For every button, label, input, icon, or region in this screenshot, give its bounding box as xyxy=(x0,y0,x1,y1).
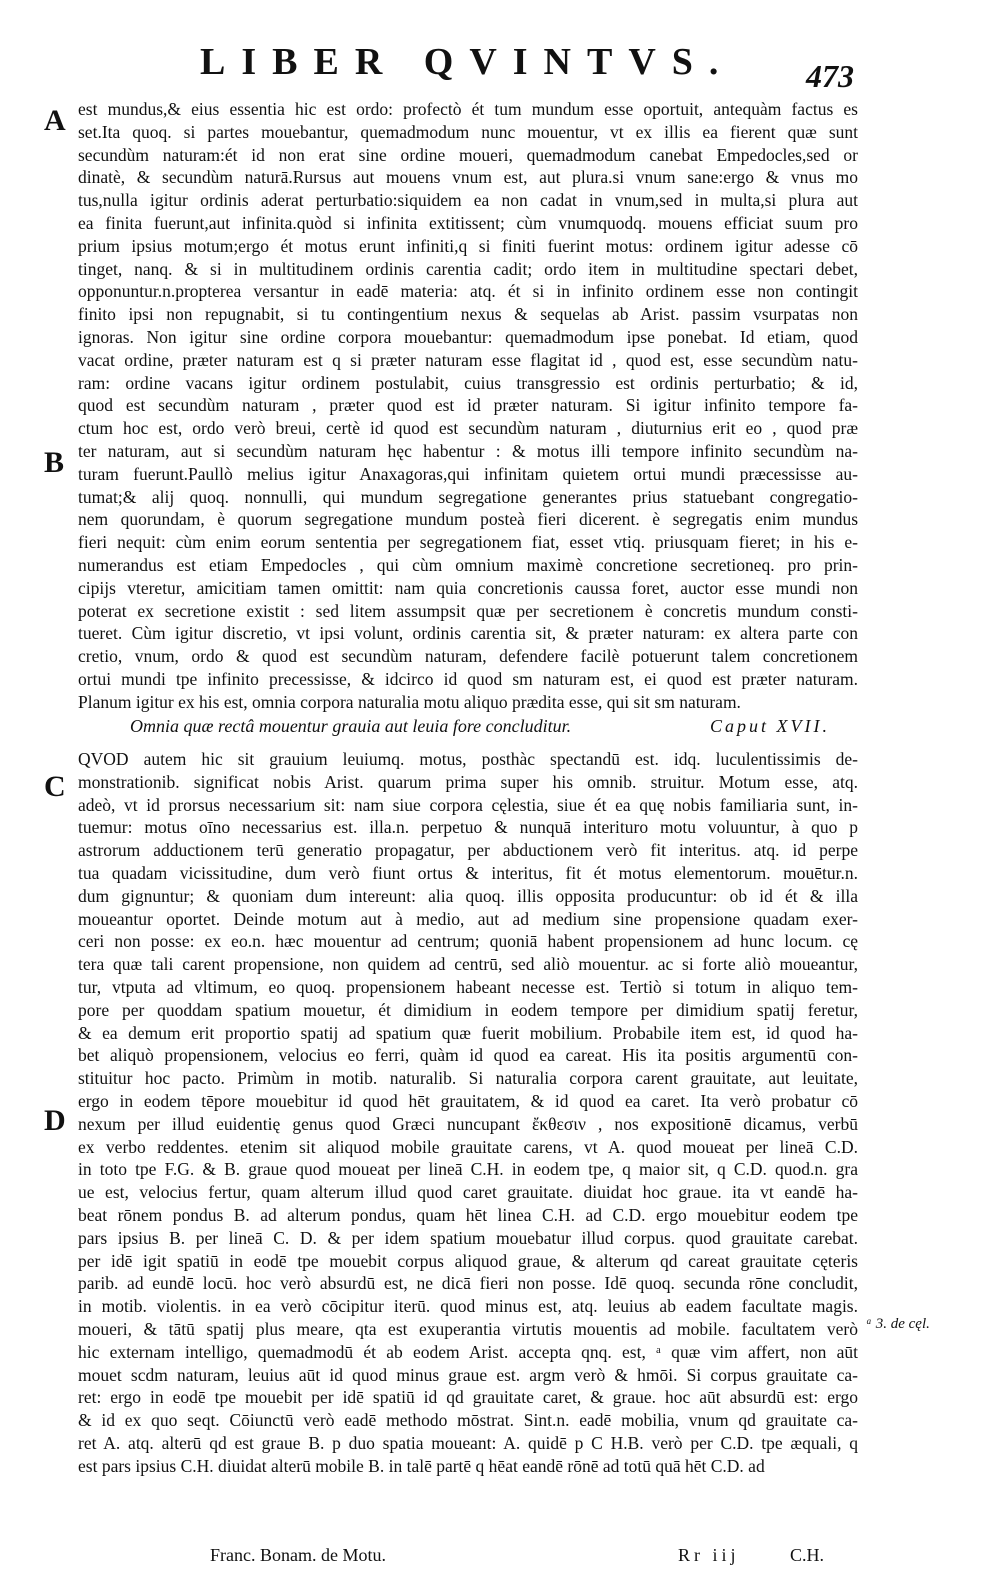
text-line: mouet scdm naturam, leuius aūt id quod minus graue est. argm verò & hmōi. Si corpus grauitate ca- xyxy=(78,1364,858,1385)
text-line: adeò, vt id prorsus necessarium sit: nam siue corpora cęlestia, siue ét ea quę nobis familiaria sunt, in- xyxy=(78,794,858,815)
text-line: & ea demum erit proportio spatij ad spatium quæ fuerit mobilium. Probabile item est, id quod ha- xyxy=(78,1022,858,1043)
text-line: tus,nulla igitur ordinis aderat perturbatio:siquidem ea non cadat in vnum,sed in multa,si plura aut xyxy=(78,190,858,211)
text-line: & id ex quo seqt. Cōiunctū verò eadē methodo mōstrat. Sint.n. eadē mobilia, vnum qd grauitate ca- xyxy=(78,1410,858,1431)
text-line: in motib. violentis. in ea verò cōcipitur iterū. quod minus est, atq. leuius ab eadem facultate magis. xyxy=(78,1296,858,1317)
running-head: LIBER QVINTVS. xyxy=(200,41,735,83)
text-line: tinget, nanq. & si in multitudinem ordinis carentia cadit; ordo item in multitudine spectari debet, xyxy=(78,258,858,279)
text-line: ue est, velocius fertur, quam alterum illud quod caret grauitate. diuidat hoc graue. ita vt eandē ha- xyxy=(78,1182,858,1203)
text-line: cipijs vteretur, amicitiam tamen omittit: nam quia concretionis caussa foret, auctor esse mundi non xyxy=(78,577,858,598)
text-line: secundùm naturam:ét id non erat sine ordine moueri, quemadmodum canebat Empedocles,sed or xyxy=(78,144,858,165)
page-number: 473 xyxy=(806,58,854,94)
text-line: opponuntur.n.propterea versantur in eadē materia: atq. ét si in infinito ordinem esse non contingit xyxy=(78,281,858,302)
text-line: numerandus est etiam Empedocles , qui cùm omnium maximè concretione secretioneq. pro prin- xyxy=(78,554,858,575)
text-line: parib. ad eundē locū. hoc verò absurdū est, ne dicā fieri non posse. Idē quoq. secunda rōne concludit, xyxy=(78,1273,858,1294)
text-line: cretio, vnum, ordo & quod est secundùm naturam, defendere facilè potuerunt talem concretionem xyxy=(78,646,858,667)
text-line: ceri non posse: ex eo.n. hæc mouentur ad centrum; quoniā habent propensionem ad hunc locum. cę xyxy=(78,931,858,952)
text-line: in toto tpe F.G. & B. graue quod moueat per lineā C.H. in eodem tpe, q maior sit, q C.D. quod.n. gra xyxy=(78,1159,858,1180)
side-note: ᵃ 3. de cęl. xyxy=(866,1316,930,1332)
chapter-heading xyxy=(130,716,830,737)
text-line: pore per quoddam spatium mouetur, ét dimidium in eodem tempore per dimidium spatij feretur, xyxy=(78,999,858,1020)
text-line: set.Ita quoq. si partes mouebantur, quemadmodum nunc mouentur, vt ex illis ea fierent quæ sunt xyxy=(78,121,858,142)
text-line: ignoras. Non igitur sine ordine corpora mouebantur: quemadmodum ipse ponebat. Id etiam, quod xyxy=(78,326,858,347)
text-line: finito ipsi non repugnabit, si tu contingentium nexus & sequelas ab Arist. passim vsurpatas non xyxy=(78,304,858,325)
text-line: stituitur hoc pacto. Primùm in motib. naturalib. Si naturalia corpora carent grauitate, aut leuitate, xyxy=(78,1068,858,1089)
text-line: monstrationib. significat nobis Arist. quarum prima super his omnib. struitur. Motum esse, atq. xyxy=(78,771,858,792)
text-line: tera quæ tali carent propensione, non quidem ad centrū, sed aliò mouentur. ac si forte aliò moueantur, xyxy=(78,954,858,975)
text-line: ctum hoc est, ordo verò breui, certè id quod est secundùm naturam , diuturnius erit eo , quod præ xyxy=(78,418,858,439)
text-line: moueri, & tātū spatij plus meare, qta est exuperantia virtutis mouentis ad mobile. facultatem verò xyxy=(78,1318,858,1339)
text-line: hic externam intelligo, quemadmodū ét ab eodem Arist. accepta qnq. est, ᵃ quæ vim affert, non aūt xyxy=(78,1341,858,1362)
signature-mark: Rr iij xyxy=(678,1545,740,1565)
main-text-block xyxy=(78,98,858,714)
text-line: tur, vtputa ad vltimum, eo quoq. propensionem habeant necesse est. Tertiò si totum in aliquo tem- xyxy=(78,976,858,997)
footer-title: Franc. Bonam. de Motu. xyxy=(210,1545,386,1565)
margin-letter-b: B xyxy=(44,446,65,479)
chapter-number: Caput XVII. xyxy=(710,716,830,736)
text-line: per idē igit spatiū in eodē tpe mouebit corpus aliquod graue, & alterum qd careat grauitate cęteris xyxy=(78,1250,858,1271)
text-line: tuemur: motus oīno necessarius est. illa.n. perpetuo & nunquā interituro motu voluuntur, à quo p xyxy=(78,817,858,838)
text-line: ret: ergo in eodē tpe mouebit per idē spatiū id qd grauitate caret, & graue. hoc aūt absurdū est: ergo xyxy=(78,1387,858,1408)
text-line: pars ipsius B. per lineā C. D. & per idem spatium mouebatur illud corpus. quod grauitate carebat. xyxy=(78,1227,858,1248)
text-line: beat rōnem pondus B. ad alterum pondus, quam hēt linea C.H. ad C.D. ergo mouebitur eodem tpe xyxy=(78,1204,858,1225)
text-line: tueret. Cùm igitur discretio, vt ipsi volunt, ordinis carentia sit, & præter naturam: ex altera parte con xyxy=(78,623,858,644)
text-line: Planum igitur ex his est, omnia corpora naturalia motu aliquo prædita esse, qui sit sm naturam. xyxy=(78,691,741,712)
text-line: est pars ipsius C.H. diuidat alterū mobile B. in talē partē q hēat eandē rōnē ad totū quā hēt C.D. ad xyxy=(78,1455,765,1476)
text-line: vacat ordine, præter naturam est q si præter naturam esse flagitat id , quod est, esse secundùm natu- xyxy=(78,349,858,370)
margin-letter-c: C xyxy=(44,770,66,803)
chapter-text-block xyxy=(78,748,858,1478)
text-line: ram: ordine vacans igitur ordinem postulabit, cuius transgressio est ordinis perturbatio; & id, xyxy=(78,372,858,393)
text-line: turam fuerunt.Paullò melius igitur Anaxagoras,qui infinitam quietem ortui mundi præcessisse au- xyxy=(78,463,858,484)
text-line: ret A. atq. alterū qd est graue B. p duo spatia moueant: A. quidē p C H.B. verò per C.D. tpe æquali, q xyxy=(78,1432,858,1453)
text-line: fieri nequit: cùm enim eorum sententia per segregationem fiat, esset vtiq. priusquam fieret; in his e- xyxy=(78,532,858,553)
text-line: ea finita fuerunt,aut infinita.quòd si infinita extitissent; cùm vnumquodq. mouens efficiat suum pro xyxy=(78,212,858,233)
text-line: tumat;& alij quoq. nonnulli, qui mundum segregatione generantes prius statuebant congregatio- xyxy=(78,486,858,507)
text-line: dinatè, & secundùm naturā.Rursus aut mouens vnum est, aut plura.si vnum sane:ergo & vnus mo xyxy=(78,167,858,188)
text-line: astrorum adductionem terū generatio propagatur, per abductionem verò fit interitus. atq. id perpe xyxy=(78,840,858,861)
text-line: ter naturam, aut si secundùm naturam hęc habentur : & motus illi tempore infinito secundùm na- xyxy=(78,440,858,461)
text-line: quod est secundùm naturam , præter quod est id præter naturam. Si igitur infinito tempore fa- xyxy=(78,395,858,416)
margin-letter-a: A xyxy=(44,104,66,137)
text-line: prium ipsius motum;ergo ét motus erunt infiniti,q si finiti fuerint motus: ordinem igitur adesse cō xyxy=(78,235,858,256)
text-line: ortui mundi tpe infinito precessisse, & idcirco id quod sm naturam est, ei quod est præter naturam. xyxy=(78,668,858,689)
text-line: moueantur oportet. Deinde motum aut à medio, aut ad medium sine propensione quadam exer- xyxy=(78,908,858,929)
text-line: nexum per illud euidentię genus quod Græci nuncupant ἔκθεσιν , nos expositionē dicamus, verbū xyxy=(78,1113,858,1134)
text-line: est mundus,& eius essentia hic est ordo: profectò ét tum mundum esse oportuit, antequàm factus es xyxy=(78,99,858,119)
text-line: tua quadam vicissitudine, dum verò fiunt ortus & interitus, fit ét motus elementorum. mouētur.n. xyxy=(78,862,858,883)
catchword: C.H. xyxy=(790,1545,825,1565)
text-line: ex verbo reddentes. etenim sit aliquod mobile grauitate carens, vt A. quod moueat per lineā C.D. xyxy=(78,1136,858,1157)
text-line: bet aliquò propensionem, velocius eo ferri, quàm id quod ea careat. His ita positis argumentū con- xyxy=(78,1045,858,1066)
text-line: ergo in eodem tēpore mouebitur id quod hēt grauitatem, & id quod ea caret. Ita verò probatur cō xyxy=(78,1090,858,1111)
chapter-title: Omnia quæ rectâ mouentur grauia aut leuia fore concluditur. xyxy=(130,716,572,736)
text-line: QVOD autem hic sit grauium leuiumq. motus, posthàc spectandū est. idq. luculentissimis de- xyxy=(78,749,858,769)
text-line: poterat ex secretione existit : sed litem assumpsit quæ per secretionem è concretis mundum consti- xyxy=(78,600,858,621)
text-line: dum gignuntur; & quoniam dum intereunt: alia quoq. illis opposita producuntur: ob id ét & illa xyxy=(78,885,858,906)
margin-letter-d: D xyxy=(44,1104,66,1137)
text-line: nem quorundam, è quorum segregatione mundum posteà fieri dicerent. è segregatis enim mundus xyxy=(78,509,858,530)
